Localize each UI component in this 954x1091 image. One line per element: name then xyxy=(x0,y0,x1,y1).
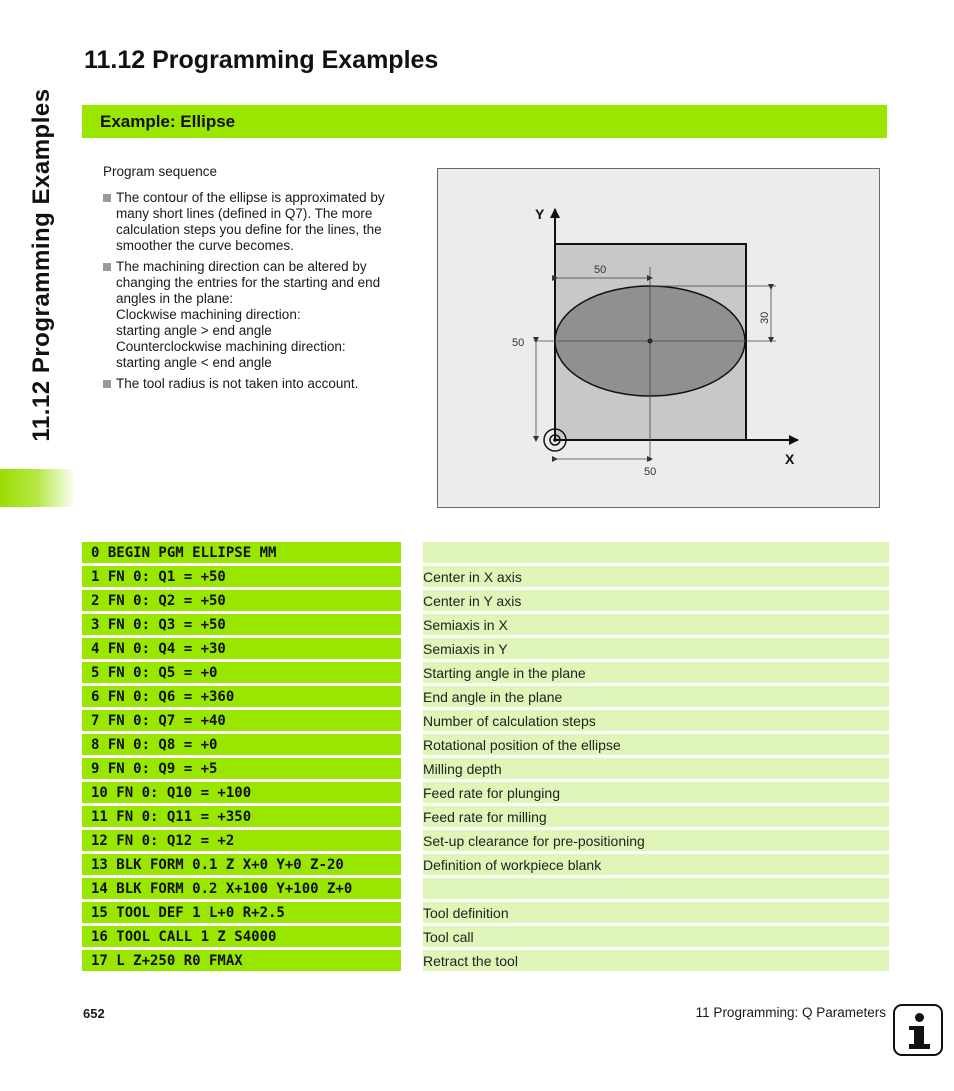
program-comment: Rotational position of the ellipse xyxy=(423,734,889,755)
program-comment: Number of calculation steps xyxy=(423,710,889,731)
program-row xyxy=(82,782,889,803)
program-comment: Milling depth xyxy=(423,758,889,779)
intro-heading: Program sequence xyxy=(103,164,218,179)
program-comment: Semiaxis in X xyxy=(423,614,889,635)
section-title: Example: Ellipse xyxy=(100,112,236,131)
side-chapter-tab xyxy=(0,469,76,507)
x-axis-label: X xyxy=(785,451,795,467)
bullet-square-icon xyxy=(103,263,111,271)
program-code: 6 FN 0: Q6 = +360 xyxy=(82,686,423,707)
direction-line: starting angle > end angle xyxy=(116,323,272,338)
program-row xyxy=(82,854,889,875)
program-code: 7 FN 0: Q7 = +40 xyxy=(82,710,423,731)
program-comment xyxy=(423,878,889,899)
program-comment: Set-up clearance for pre-positioning xyxy=(423,830,889,851)
program-code: 14 BLK FORM 0.2 X+100 Y+100 Z+0 xyxy=(82,878,423,899)
program-comment: Tool call xyxy=(423,926,889,947)
ellipse-drawing xyxy=(438,169,879,507)
page-number: 652 xyxy=(83,1006,105,1021)
section-header xyxy=(82,105,887,138)
bullet-square-icon xyxy=(103,380,111,388)
program-code: 11 FN 0: Q11 = +350 xyxy=(82,806,423,827)
program-code: 9 FN 0: Q9 = +5 xyxy=(82,758,423,779)
program-code: 4 FN 0: Q4 = +30 xyxy=(82,638,423,659)
direction-line: starting angle < end angle xyxy=(116,355,272,370)
program-code: 3 FN 0: Q3 = +50 xyxy=(82,614,423,635)
program-row xyxy=(82,662,889,683)
ellipse-figure xyxy=(437,168,880,508)
dim-label-top: 50 xyxy=(594,264,607,276)
program-listing xyxy=(82,539,889,974)
program-code: 17 L Z+250 R0 FMAX xyxy=(82,950,423,971)
chapter-name: 11 Programming: Q Parameters xyxy=(695,1005,886,1020)
program-code: 15 TOOL DEF 1 L+0 R+2.5 xyxy=(82,902,423,923)
program-comment: Starting angle in the plane xyxy=(423,662,889,683)
program-comment: Center in X axis xyxy=(423,566,889,587)
y-axis-label: Y xyxy=(535,206,545,222)
side-chapter-title-text: 11.12 Programming Examples xyxy=(28,88,55,442)
intro-text xyxy=(103,164,413,397)
program-row xyxy=(82,566,889,587)
program-comment xyxy=(423,542,889,563)
program-code: 0 BEGIN PGM ELLIPSE MM xyxy=(82,542,423,563)
program-comment: Tool definition xyxy=(423,902,889,923)
program-row xyxy=(82,542,889,563)
origin-symbol-dot xyxy=(553,438,557,442)
program-row xyxy=(82,806,889,827)
program-row xyxy=(82,686,889,707)
bullet-item xyxy=(103,376,413,392)
program-code: 16 TOOL CALL 1 Z S4000 xyxy=(82,926,423,947)
program-row xyxy=(82,902,889,923)
program-code: 8 FN 0: Q8 = +0 xyxy=(82,734,423,755)
direction-line: Clockwise machining direction: xyxy=(116,307,301,322)
direction-line: Counterclockwise machining direction: xyxy=(116,339,346,354)
program-row xyxy=(82,878,889,899)
program-code: 13 BLK FORM 0.1 Z X+0 Y+0 Z-20 xyxy=(82,854,423,875)
bullet-item xyxy=(103,190,413,254)
program-row xyxy=(82,830,889,851)
bullet-text: The contour of the ellipse is approximated by many short lines (defined in Q7). The more calculation steps you define for the lines, the smoother the curve becomes. xyxy=(116,190,385,253)
program-comment: Semiaxis in Y xyxy=(423,638,889,659)
program-comment: Feed rate for plunging xyxy=(423,782,889,803)
program-row xyxy=(82,614,889,635)
dim-label-left: 50 xyxy=(512,337,525,349)
program-comment: Retract the tool xyxy=(423,950,889,971)
program-row xyxy=(82,710,889,731)
program-comment: End angle in the plane xyxy=(423,686,889,707)
dim-label-right: 30 xyxy=(759,311,771,324)
bullet-square-icon xyxy=(103,194,111,202)
program-row xyxy=(82,758,889,779)
bullet-text: The machining direction can be altered by changing the entries for the starting and end angles in the plane: xyxy=(116,259,381,306)
program-comment: Definition of workpiece blank xyxy=(423,854,889,875)
bullet-text: The tool radius is not taken into account. xyxy=(116,376,359,391)
program-row xyxy=(82,926,889,947)
program-code: 12 FN 0: Q12 = +2 xyxy=(82,830,423,851)
info-icon xyxy=(893,1004,943,1056)
bullet-item xyxy=(103,259,413,371)
page-title: 11.12 Programming Examples xyxy=(84,46,439,74)
program-row xyxy=(82,638,889,659)
program-code: 10 FN 0: Q10 = +100 xyxy=(82,782,423,803)
program-code: 1 FN 0: Q1 = +50 xyxy=(82,566,423,587)
program-comment: Center in Y axis xyxy=(423,590,889,611)
program-code: 2 FN 0: Q2 = +50 xyxy=(82,590,423,611)
program-row xyxy=(82,734,889,755)
program-comment: Feed rate for milling xyxy=(423,806,889,827)
program-row xyxy=(82,950,889,971)
side-chapter-title xyxy=(22,50,62,480)
program-code: 5 FN 0: Q5 = +0 xyxy=(82,662,423,683)
program-row xyxy=(82,590,889,611)
dim-label-bottom: 50 xyxy=(644,466,657,478)
